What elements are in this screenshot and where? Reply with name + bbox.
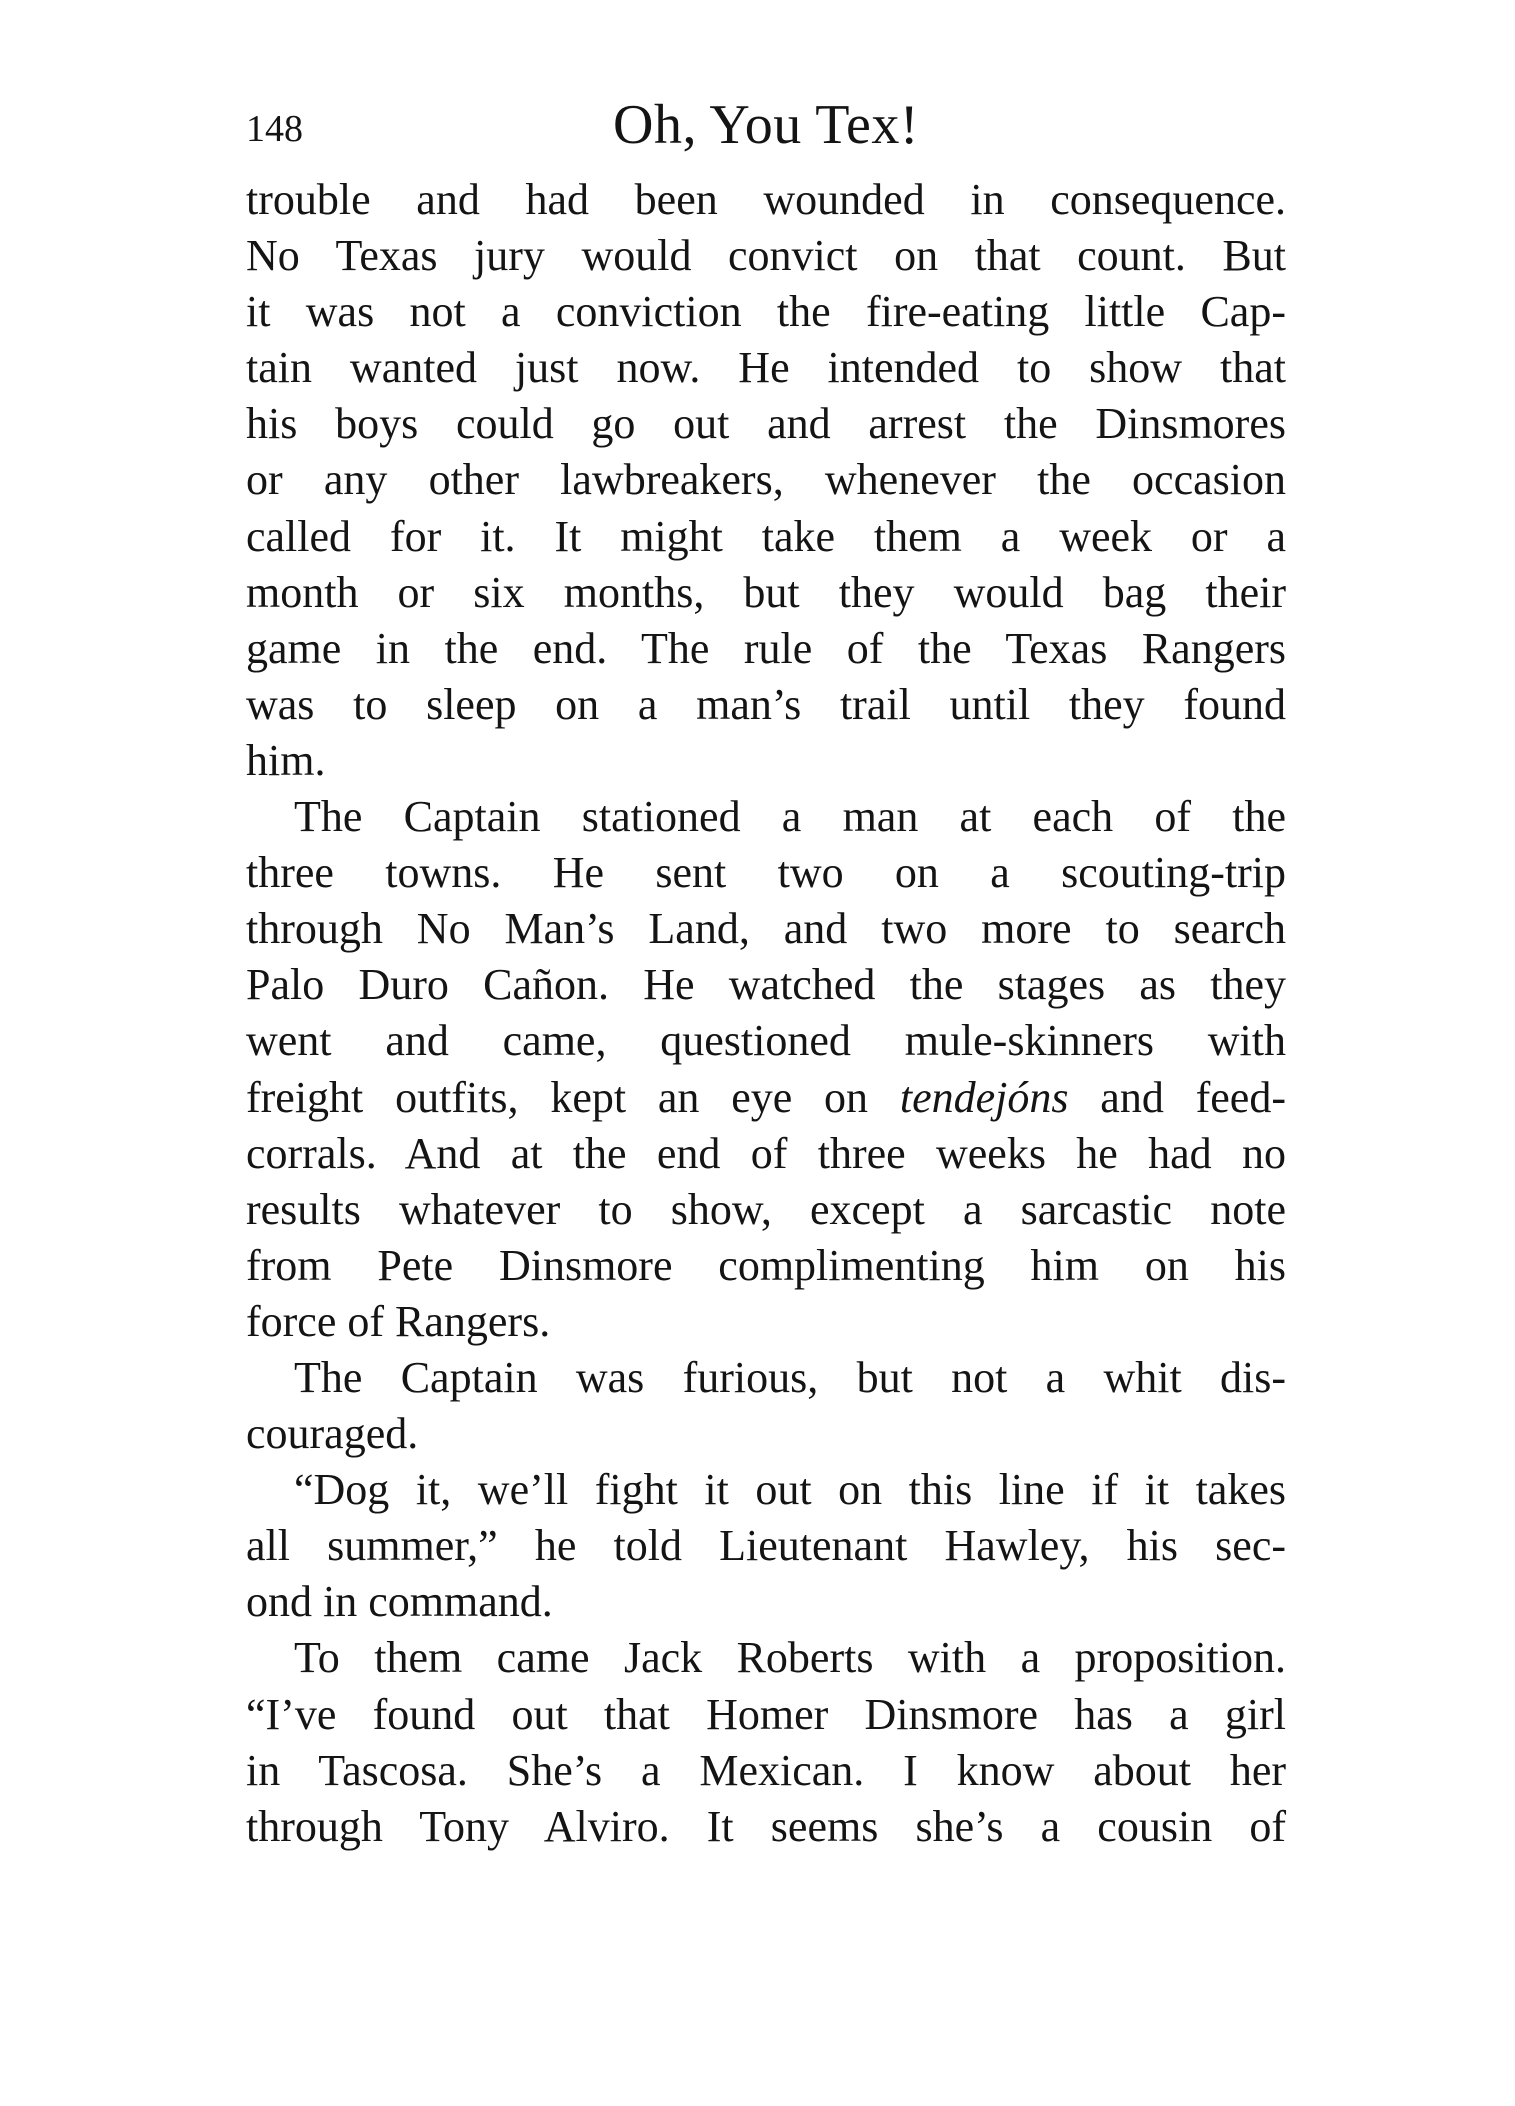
page-number: 148 bbox=[246, 108, 303, 150]
text-line: through No Man’s Land, and two more to search bbox=[246, 904, 1286, 954]
text-line: “Dog it, we’ll fight it out on this line if it takes bbox=[294, 1465, 1286, 1515]
text-line: in Tascosa. She’s a Mexican. I know about her bbox=[246, 1745, 1286, 1795]
text-line: results whatever to show, except a sarcastic note bbox=[246, 1184, 1286, 1234]
text-segment: and feed- bbox=[1068, 1072, 1286, 1122]
text-line: from Pete Dinsmore complimenting him on his bbox=[246, 1240, 1286, 1290]
running-head: Oh, You Tex! bbox=[613, 94, 919, 156]
text-line: went and came, questioned mule-skinners with bbox=[246, 1016, 1286, 1066]
text-line: game in the end. The rule of the Texas Rangers bbox=[246, 623, 1286, 673]
text-segment: freight outfits, kept an eye on bbox=[246, 1072, 900, 1122]
text-line: three towns. He sent two on a scouting-trip bbox=[246, 848, 1286, 898]
italic-word: tendejóns bbox=[899, 1072, 1069, 1122]
text-line: The Captain stationed a man at each of the bbox=[294, 792, 1286, 842]
text-line: or any other lawbreakers, whenever the occasion bbox=[246, 455, 1286, 505]
text-line: The Captain was furious, but not a whit dis- bbox=[294, 1352, 1286, 1402]
text-line: called for it. It might take them a week or a bbox=[246, 511, 1286, 561]
text-line: month or six months, but they would bag their bbox=[246, 567, 1286, 617]
text-line: Palo Duro Cañon. He watched the stages as they bbox=[246, 960, 1286, 1010]
text-line: No Texas jury would convict on that count. But bbox=[246, 231, 1286, 281]
text-line: was to sleep on a man’s trail until they found bbox=[246, 679, 1286, 729]
body-text bbox=[246, 172, 1286, 1855]
text-line: him. bbox=[246, 735, 326, 785]
page-header bbox=[246, 92, 1286, 162]
text-line: “I’ve found out that Homer Dinsmore has a girl bbox=[246, 1689, 1286, 1739]
text-line: force of Rangers. bbox=[246, 1296, 551, 1346]
text-line: tain wanted just now. He intended to show that bbox=[246, 343, 1286, 393]
text-line: corrals. And at the end of three weeks he had no bbox=[246, 1128, 1286, 1178]
text-line bbox=[246, 1070, 1286, 1126]
text-line: it was not a conviction the fire-eating little Cap- bbox=[246, 287, 1286, 337]
text-line: couraged. bbox=[246, 1409, 419, 1459]
text-line: trouble and had been wounded in consequence. bbox=[246, 175, 1286, 224]
text-line: all summer,” he told Lieutenant Hawley, his sec- bbox=[246, 1521, 1286, 1571]
text-line: through Tony Alviro. It seems she’s a cousin of bbox=[246, 1801, 1286, 1851]
text-line: his boys could go out and arrest the Dinsmores bbox=[246, 399, 1286, 449]
text-line: ond in command. bbox=[246, 1577, 553, 1627]
text-line: To them came Jack Roberts with a proposition. bbox=[294, 1633, 1286, 1683]
